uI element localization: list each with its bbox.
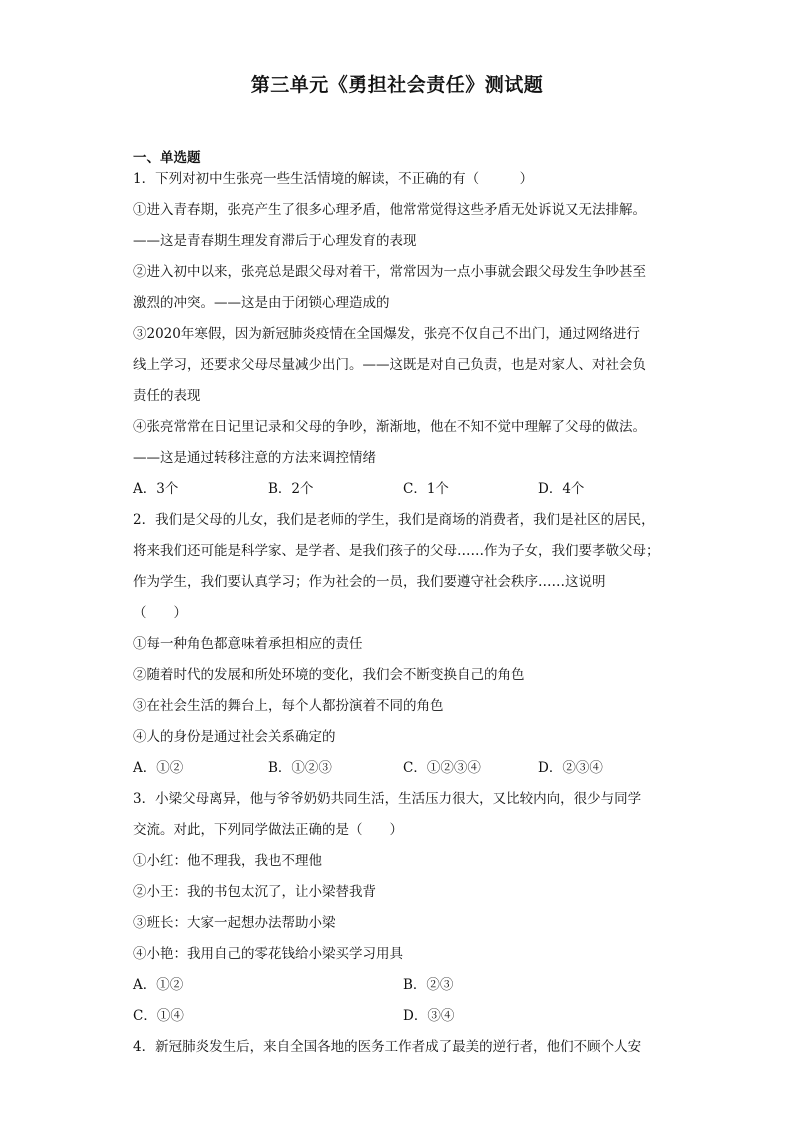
answer-options <box>133 474 673 505</box>
option-d: D．4个 <box>538 481 585 497</box>
question-line: ③班长：大家一起想办法帮助小梁 <box>133 915 336 931</box>
question-line: 作为学生，我们要认真学习；作为社会的一员，我们要遵守社会秩序……这说明 <box>133 574 606 590</box>
question-list <box>133 164 673 1063</box>
question-line: ——这是青春期生理发育滞后于心理发育的表现 <box>133 233 417 249</box>
answer-options <box>133 1001 673 1032</box>
question-line: ④张亮常常在日记里记录和父母的争吵，渐渐地，他在不知不觉中理解了父母的做法。 <box>133 419 646 435</box>
question-line: （ ） <box>133 605 187 621</box>
question-line: ③在社会生活的舞台上，每个人都扮演着不同的角色 <box>133 698 444 714</box>
question-3 <box>133 784 673 1032</box>
option-a: A．①② <box>133 760 184 776</box>
question-line: 责任的表现 <box>133 388 201 404</box>
page-title: 第三单元《勇担社会责任》测试题 <box>250 74 544 96</box>
question-line: ①每一种角色都意味着承担相应的责任 <box>133 636 363 652</box>
question-line: ④小艳：我用自己的零花钱给小梁买学习用具 <box>133 946 403 962</box>
question-line: ——这是通过转移注意的方法来调控情绪 <box>133 450 376 466</box>
question-4 <box>133 1032 673 1063</box>
option-d: D．③④ <box>403 1008 455 1024</box>
answer-options <box>133 970 673 1001</box>
question-line: ②随着时代的发展和所处环境的变化，我们会不断变换自己的角色 <box>133 667 525 683</box>
option-c: C．1个 <box>403 481 449 497</box>
section-heading: 一、单选题 <box>133 150 201 166</box>
option-b: B．②③ <box>403 977 454 993</box>
option-b: B．①②③ <box>268 760 332 776</box>
option-a: A．①② <box>133 977 184 993</box>
question-2 <box>133 505 673 784</box>
question-line: ③2020年寒假，因为新冠肺炎疫情在全国爆发，张亮不仅自己不出门，通过网络进行 <box>133 326 640 342</box>
question-line: 激烈的冲突。——这是由于闭锁心理造成的 <box>133 295 390 311</box>
question-line: 交流。对此，下列同学做法正确的是（ ） <box>133 822 403 838</box>
question-line: ①小红：他不理我，我也不理他 <box>133 853 322 869</box>
question-line: 2．我们是父母的儿女，我们是老师的学生，我们是商场的消费者，我们是社区的居民， <box>133 512 655 528</box>
question-line: ①进入青春期，张亮产生了很多心理矛盾，他常常觉得这些矛盾无处诉说又无法排解。 <box>133 202 646 218</box>
question-line: ④人的身份是通过社会关系确定的 <box>133 729 336 745</box>
option-c: C．①④ <box>133 1008 184 1024</box>
answer-options <box>133 753 673 784</box>
option-a: A．3个 <box>133 481 179 497</box>
option-b: B．2个 <box>268 481 314 497</box>
question-line: 3．小梁父母离异，他与爷爷奶奶共同生活，生活压力很大，又比较内向，很少与同学 <box>133 791 642 807</box>
question-line: 将来我们还可能是科学家、是学者、是我们孩子的父母……作为子女，我们要孝敬父母； <box>133 543 660 559</box>
question-line: ②小王：我的书包太沉了，让小梁替我背 <box>133 884 376 900</box>
question-line: ②进入初中以来，张亮总是跟父母对着干，常常因为一点小事就会跟父母发生争吵甚至 <box>133 264 646 280</box>
option-d: D．②③④ <box>538 760 603 776</box>
option-c: C．①②③④ <box>403 760 481 776</box>
question-1 <box>133 164 673 505</box>
question-line: 1．下列对初中生张亮一些生活情境的解读，不正确的有（ ） <box>133 171 534 187</box>
question-line: 线上学习，还要求父母尽量减少出门。——这既是对自己负责，也是对家人、对社会负 <box>133 357 646 373</box>
question-line: 4．新冠肺炎发生后，来自全国各地的医务工作者成了最美的逆行者，他们不顾个人安 <box>133 1039 642 1055</box>
